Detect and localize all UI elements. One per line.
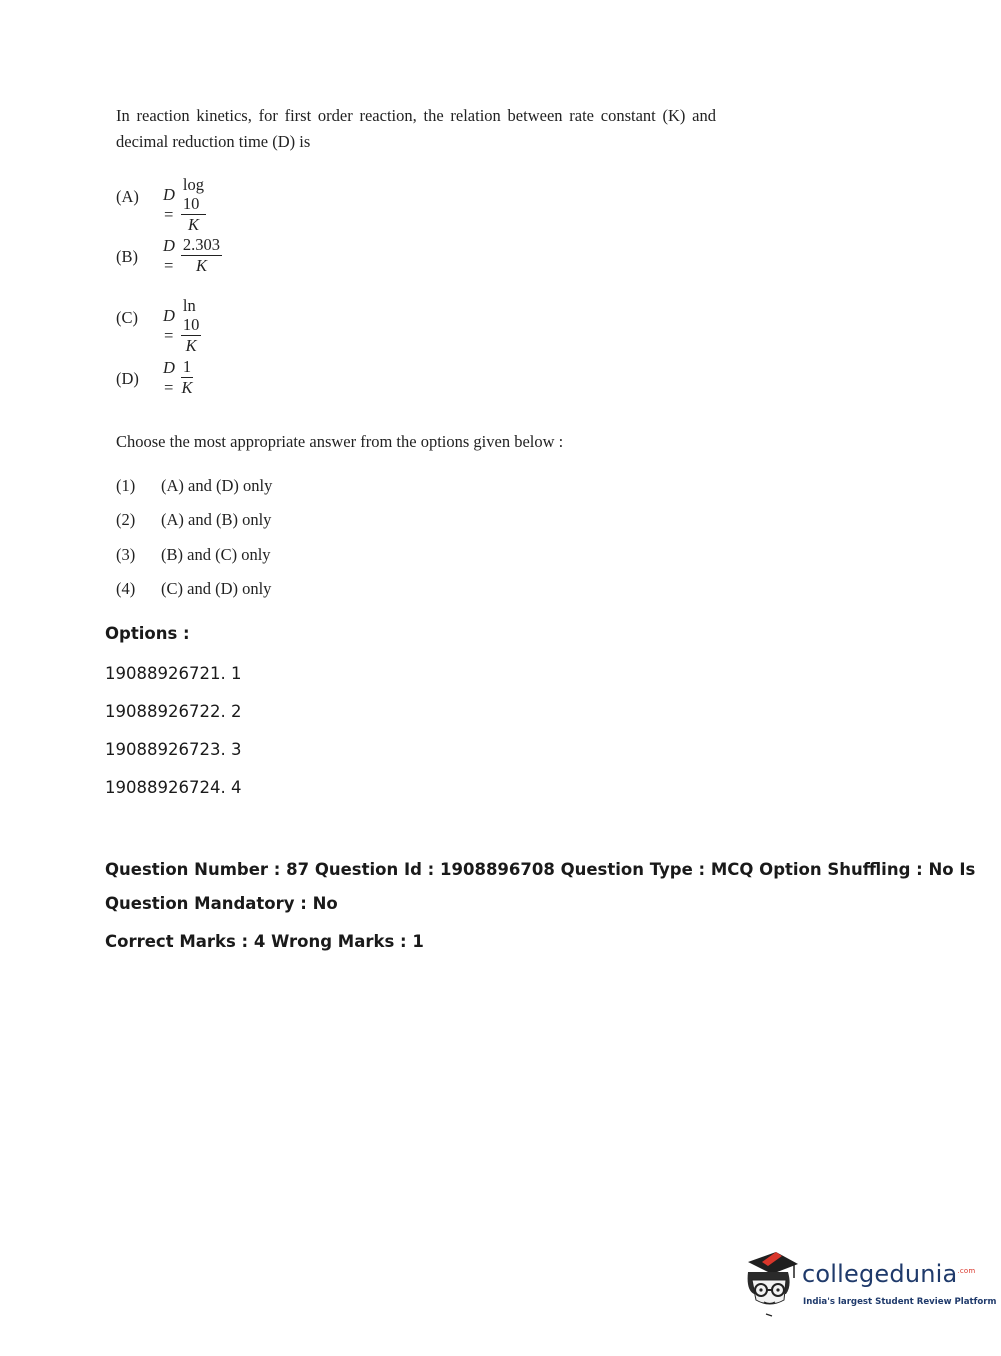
statement-label: (D) (116, 369, 139, 388)
answer-text: (B) and (C) only (161, 545, 271, 564)
logo-wordmark: collegedunia$^{.com}$ (802, 1260, 976, 1288)
option-id: 19088926722. 2 (105, 702, 242, 721)
answer-choice (116, 579, 271, 599)
answer-text: (A) and (D) only (161, 476, 273, 495)
answer-text: (C) and (D) only (161, 579, 272, 598)
answer-number: (1) (116, 476, 136, 495)
statement-label: (C) (116, 308, 138, 327)
answer-number: (3) (116, 545, 136, 564)
denominator: K (195, 256, 207, 275)
equation-lhs: D = (163, 235, 175, 275)
answer-number: (2) (116, 510, 136, 529)
marks-line: Correct Marks : 4 Wrong Marks : 1 (105, 932, 424, 951)
statement-label: (A) (116, 187, 139, 206)
numerator: 1 (182, 357, 192, 376)
options-heading: Options : (105, 624, 190, 643)
collegedunia-logo (742, 1250, 997, 1320)
question-meta-line: Question Number : 87 Question Id : 1908896708 Question Type : MCQ Option Shuffling : No Is (105, 860, 976, 879)
answer-text: (A) and (B) only (161, 510, 272, 529)
denominator: K (181, 378, 193, 397)
equation-lhs: D = (163, 306, 175, 345)
answer-choice (116, 510, 271, 530)
fraction (181, 235, 222, 276)
instruction-text: Choose the most appropriate answer from the options given below : (116, 432, 564, 451)
question-mandatory-line: Question Mandatory : No (105, 894, 338, 913)
logo-suffix: .com (957, 1267, 976, 1275)
answer-choice (116, 545, 271, 565)
option-id: 19088926723. 3 (105, 740, 242, 759)
mascot-icon (742, 1250, 800, 1320)
fraction (181, 357, 193, 398)
statement-label: (B) (116, 247, 138, 266)
option-id: 19088926721. 1 (105, 664, 242, 683)
fraction (181, 296, 202, 356)
logo-tagline: India's largest Student Review Platform (803, 1297, 997, 1307)
equation-lhs: D = (163, 357, 175, 397)
answer-choice (116, 476, 272, 496)
option-id: 19088926724. 4 (105, 778, 242, 797)
numerator: 2.303 (182, 235, 221, 254)
question-text: In reaction kinetics, for first order reaction, the relation between rate constant (K) and decimal reduction time (D) is (116, 106, 716, 151)
equation-lhs: D = (163, 185, 175, 224)
denominator: K (187, 215, 199, 234)
denominator: K (185, 336, 197, 355)
answer-number: (4) (116, 579, 136, 598)
numerator: ln 10 (182, 296, 200, 334)
fraction (181, 175, 206, 235)
numerator: log 10 (182, 175, 205, 213)
